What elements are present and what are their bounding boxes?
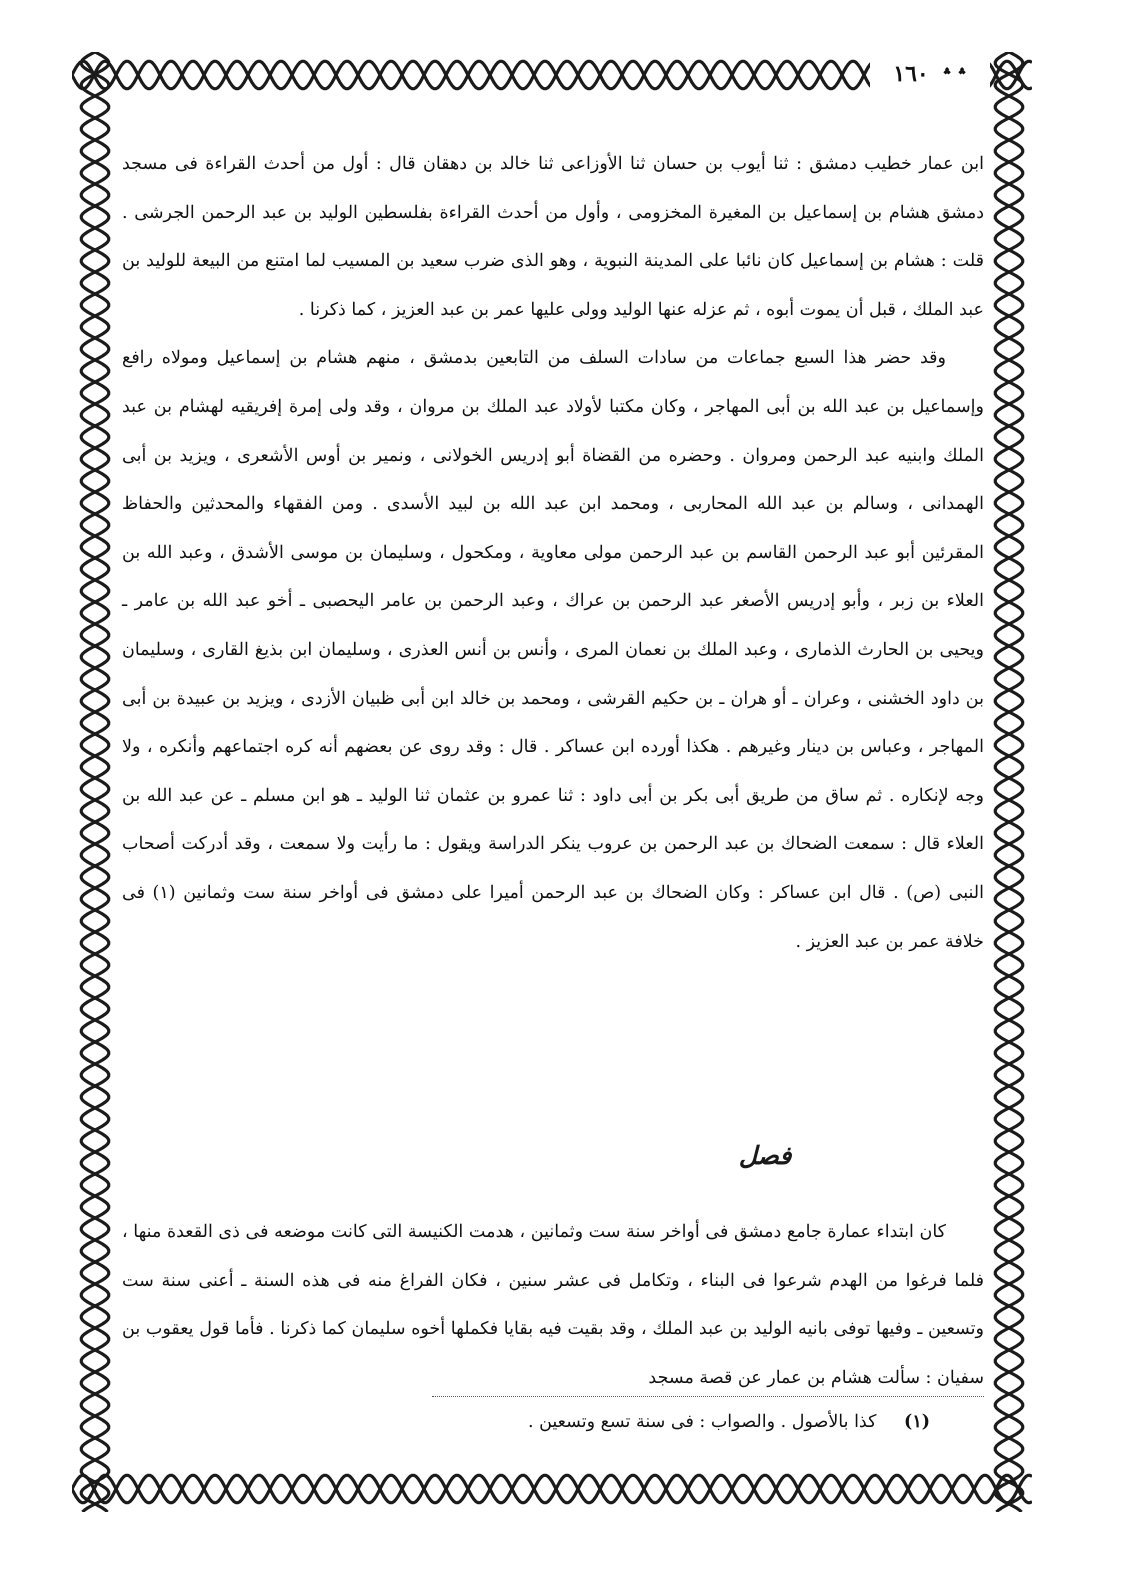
decorative-border-right (986, 52, 1032, 1512)
footnote-separator (432, 1396, 984, 1397)
main-text-body (122, 140, 984, 966)
footnote (122, 1400, 930, 1444)
section-heading: فصل (738, 1141, 792, 1170)
footnote-marker: (١) (904, 1412, 930, 1432)
page-number-ornament: ؞ ؞ (942, 66, 967, 85)
decorative-border-bottom (72, 1466, 1032, 1512)
section-paragraph: كان ابتداء عمارة جامع دمشق فى أواخر سنة ست وثمانين ، هدمت الكنيسة التى كانت موضعه فى ذى القعدة منها ، فلما فرغوا من الهدم شرعوا فى البناء ، وتكامل فى عشر سنين ، فكان الفراغ منه فى هذه السنة ـ أعنى سنة ست وتسعين ـ وفيها توفى بانيه الوليد بن عبد الملك ، وقد بقيت فيه بقايا فكملها أخوه سليمان كما ذكرنا . فأما قول يعقوب بن سفيان : سألت هشام بن عمار عن قصة مسجد (122, 1222, 984, 1388)
section-text-body (122, 1208, 984, 1402)
page-number-value: ١٦٠ (893, 61, 929, 87)
footnote-text: كذا بالأصول . والصواب : فى سنة تسع وتسعين . (527, 1412, 877, 1432)
page-number (870, 56, 990, 92)
body-paragraph: ابن عمار خطيب دمشق : ثنا أيوب بن حسان ثنا الأوزاعى ثنا خالد بن دهقان قال : أول من أحدث القراءة فى مسجد دمشق هشام بن إسماعيل بن المغيرة المخزومى ، وأول من أحدث القراءة بفلسطين الوليد بن عبد الرحمن الجرشى . قلت : هشام بن إسماعيل كان نائبا على المدينة النبوية ، وهو الذى ضرب سعيد بن المسيب لما امتنع من البيعة للوليد بن عبد الملك ، قبل أن يموت أبوه ، ثم عزله عنها الوليد وولى عليها عمر بن عبد العزيز ، كما ذكرنا . (122, 154, 984, 320)
body-paragraph: وقد حضر هذا السبع جماعات من سادات السلف من التابعين بدمشق ، منهم هشام بن إسماعيل ومولاه رافع وإسماعيل بن عبد الله بن أبى المهاجر ، وكان مكتبا لأولاد عبد الملك بن مروان ، وقد ولى إمرة إفريقيه لهشام بن عبد الملك وابنيه عبد الرحمن ومروان . وحضره من القضاة أبو إدريس الخولانى ، ونمير بن أوس الأشعرى ، ويزيد بن أبى الهمدانى ، وسالم بن عبد الله المحاربى ، ومحمد ابن عبد الله بن لبيد الأسدى . ومن الفقهاء والمحدثين والحفاظ المقرئين أبو عبد الرحمن القاسم بن عبد الرحمن مولى معاوية ، ومكحول ، وسليمان بن موسى الأشدق ، وعبد الله بن العلاء بن زبر ، وأبو إدريس الأصغر عبد الرحمن بن عراك ، وعبد الرحمن بن عامر اليحصبى ـ أخو عبد الله بن عامر ـ ويحيى بن الحارث الذمارى ، وعبد الملك بن نعمان المرى ، وأنس بن أنس العذرى ، وسليمان ابن بذيغ القارى ، وسليمان بن داود الخشنى ، وعران ـ أو هران ـ بن حكيم القرشى ، ومحمد بن خالد ابن أبى ظبيان الأزدى ، ويزيد بن عبيدة بن أبى المهاجر ، وعباس بن دينار وغيرهم . هكذا أورده ابن عساكر . قال : وقد روى عن بعضهم أنه كره اجتماعهم وأنكره ، ولا وجه لإنكاره . ثم ساق من طريق أبى بكر بن أبى داود : ثنا عمرو بن عثمان ثنا الوليد ـ هو ابن مسلم ـ عن عبد الله بن العلاء قال : سمعت الضحاك بن عبد الرحمن بن عروب ينكر الدراسة ويقول : ما رأيت ولا سمعت ، وقد أدركت أصحاب النبى (ص) . قال ابن عساكر : وكان الضحاك بن عبد الرحمن أميرا على دمشق فى أواخر سنة ست وثمانين (١) فى خلافة عمر بن عبد العزيز . (122, 348, 985, 952)
decorative-border-left (72, 52, 118, 1512)
